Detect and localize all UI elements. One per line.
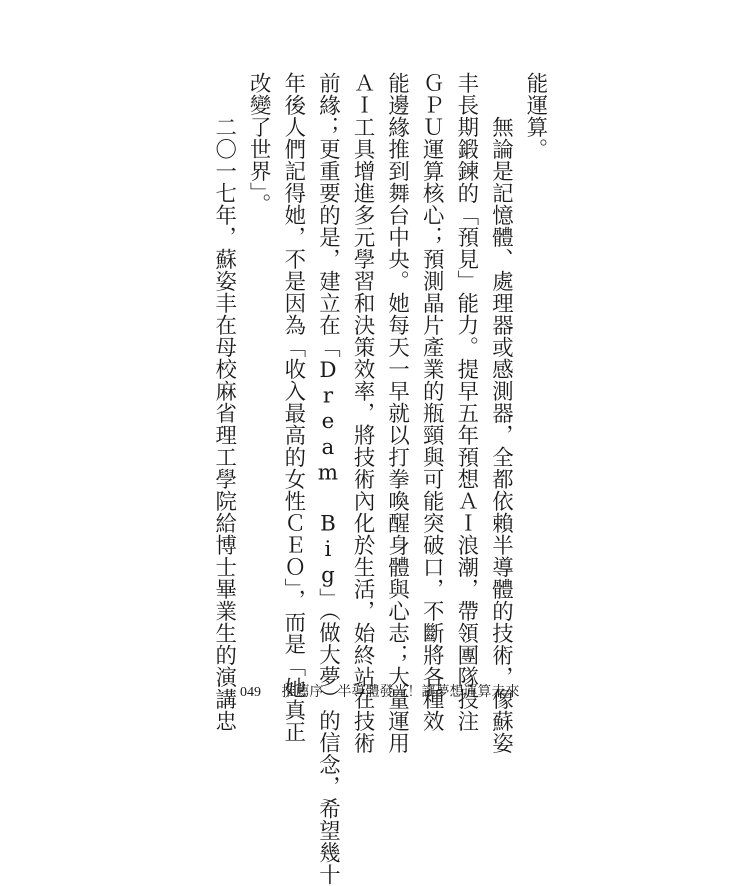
text-column-10: 二〇一七年，蘇姿丰在母校麻省理工學院給博士畢業生的演講忠 <box>211 72 237 732</box>
text-column-3: 丰長期鍛鍊的「預見」能力。提早五年預想ＡＩ浪潮，帶領團隊投注 <box>453 72 479 732</box>
text-column-2: 無論是記憶體、處理器或感測器，全都依賴半導體的技術，像蘇姿 <box>488 72 514 754</box>
page-footer <box>240 681 519 701</box>
text-column-8: 年後人們記得她，不是因為「收入最高的女性ＣＥＯ」，而是「她真正 <box>280 72 306 744</box>
text-column-9: 改變了世界」。 <box>246 72 272 216</box>
text-column-7: 前緣；更重要的是，建立在「Dream Big」（做大夢）的信念，希望幾十 <box>315 72 341 886</box>
running-header-section: 推薦序 半導體發光！讓夢想運算未來 <box>281 684 520 700</box>
page-number: 049 <box>240 685 261 700</box>
text-column-1: 能運算。 <box>523 72 548 160</box>
text-column-5: 能邊緣推到舞台中央。她每天一早就以打拳喚醒身體與心志；大量運用 <box>384 72 410 754</box>
text-column-4: ＧＰＵ運算核心；預測晶片產業的瓶頸與可能突破口，不斷將各種效 <box>419 72 445 732</box>
text-column-6: ＡＩ工具增進多元學習和決策效率，將技術內化於生活，始終站在技術 <box>350 72 376 754</box>
